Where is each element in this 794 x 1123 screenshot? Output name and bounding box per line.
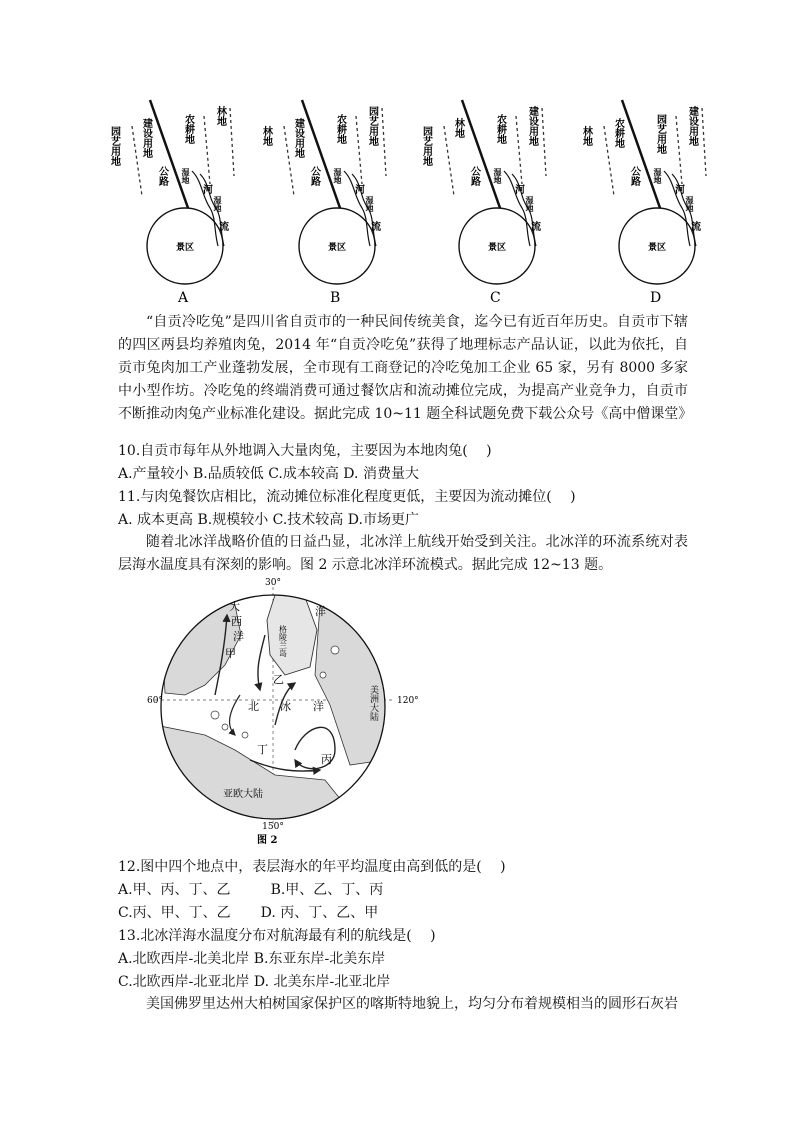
- boundary-line: [676, 116, 682, 184]
- label-eurasia: 亚欧大陆: [223, 789, 263, 800]
- passage-florida-text: 美国佛罗里达州大柏树国家保护区的喀斯特地貌上，均匀分布着规模相当的圆形石灰岩: [146, 996, 678, 1012]
- question-12-option-a: A.甲、丙、丁、乙: [118, 882, 231, 898]
- question-11-stem: 11.与肉兔餐饮店相比，流动摊位标准化程度更低，主要因为流动摊位( ): [118, 489, 576, 505]
- label-da: 大: [229, 600, 240, 613]
- label-wetland: 湿地: [493, 168, 503, 184]
- question-13-options-cd: C.北欧西岸-北亚北岸 D. 北美东岸-北亚北岸: [118, 974, 391, 990]
- question-12-option-d: D. 丙、丁、乙、甲: [260, 905, 379, 921]
- label-greenland: 格陵兰岛: [278, 625, 288, 657]
- current-barents: [230, 695, 240, 735]
- label-garden: 园艺用地: [366, 106, 378, 146]
- passage-arctic-text: 随着北冰洋战略价值的日益凸显，北冰洋上航线开始受到关注。北冰洋的环流系统对表层海水温度具有深刻的影响。图 2 示意北冰洋环流模式。据此完成 12~13 题。: [118, 534, 688, 573]
- label-yang3: 洋: [313, 700, 324, 713]
- panel-letter: A: [178, 290, 189, 306]
- current-greenland: [258, 635, 265, 690]
- label-forest: 林地: [260, 126, 272, 146]
- label-build: 建设用地: [292, 118, 304, 158]
- label-garden: 园艺用地: [654, 114, 666, 154]
- question-12-option-c: C.丙、甲、丁、乙: [118, 905, 231, 921]
- label-farm: 农耕地: [612, 118, 624, 148]
- panel-c: [421, 100, 547, 306]
- label-bei: 北: [248, 700, 259, 713]
- label-xi: 西: [231, 615, 242, 628]
- boundary-line: [382, 108, 386, 176]
- boundary-line: [702, 108, 706, 176]
- label-build: 建设用地: [140, 118, 152, 158]
- figure2-caption: 图 2: [257, 835, 278, 846]
- label-farm: 农耕地: [334, 114, 346, 144]
- label-wetland: 湿地: [653, 168, 663, 184]
- scenic-label: 景区: [648, 243, 667, 253]
- land-use-diagrams-svg: [110, 96, 710, 308]
- lat-left-label: 60°: [147, 696, 163, 706]
- passage-rabbit-text: “自贡冷吃兔”是四川省自贡市的一种民间传统美食，迄今已有近百年历史。自贡市下辖的四区两县均养殖肉兔，2014 年“自贡冷吃兔”获得了地理标志产品认证，以此为依托，自贡市兔肉加工产业蓬勃发展，全市现有工商登记的冷吃兔加工企业 65 家，另有 8000 多家中小型作坊。冷吃兔的终端消费可通过餐饮店和流动摊位完成，为提高产业竞争力，自贡市不断推动肉兔产业标准化建设。据此完成 10~11 题全科试题免费下载公众号《高中僧课堂》: [118, 314, 693, 422]
- label-wetland2: 湿地: [685, 196, 695, 212]
- question-12-options-cd: [118, 902, 688, 925]
- passage-rabbit: [118, 311, 693, 426]
- label-america: 美洲大陆: [368, 685, 378, 721]
- label-jia: 甲: [225, 647, 236, 660]
- panel-letter: C: [490, 290, 501, 306]
- land-greenland: [267, 595, 317, 675]
- boundary-line: [204, 116, 210, 184]
- label-wetland: 湿地: [181, 168, 191, 184]
- lat-bottom-label: 150°: [262, 822, 284, 832]
- label-build: 建设用地: [686, 106, 698, 146]
- scenic-label: 景区: [328, 243, 347, 253]
- lat-right-label: 120°: [397, 696, 419, 706]
- boundary-line: [230, 108, 234, 176]
- lat-top-label: 30°: [265, 578, 281, 588]
- question-12-stem: 12.图中四个地点中，表层海水的年平均温度由高到低的是( ): [118, 859, 506, 875]
- land-eurasia: [155, 725, 345, 835]
- label-river-2: 流: [216, 221, 228, 231]
- panel-d: [581, 100, 707, 306]
- arctic-map-svg: [145, 575, 419, 850]
- label-yang1: 洋: [233, 630, 244, 643]
- label-bing-ice: 冰: [280, 700, 291, 713]
- label-river-1: 河: [352, 184, 364, 194]
- label-ding: 丁: [257, 743, 268, 756]
- label-river-1: 河: [672, 184, 684, 194]
- label-river-1: 河: [200, 184, 212, 194]
- label-wetland2: 湿地: [213, 196, 223, 212]
- label-river-1: 河: [512, 184, 524, 194]
- label-wetland: 湿地: [333, 168, 343, 184]
- panel-letter: D: [650, 290, 662, 306]
- scenic-label: 景区: [176, 243, 195, 253]
- boundary-line: [356, 116, 362, 184]
- label-yang2: 洋: [315, 605, 326, 618]
- label-forest: 林地: [452, 118, 464, 138]
- land-use-diagrams: [110, 96, 710, 308]
- question-13-options-ab: A.北欧西岸-北美北岸 B.东亚东岸-北美东岸: [118, 951, 386, 967]
- question-11-options: A. 成本更高 B.规模较小 C.技术较高 D.市场更广: [118, 512, 419, 528]
- label-build: 建设用地: [526, 106, 538, 146]
- label-bing: 丙: [321, 753, 332, 766]
- label-farm: 农耕地: [182, 114, 194, 144]
- panel-a: [109, 100, 235, 306]
- passage-arctic: [118, 531, 688, 577]
- panel-b: [261, 100, 387, 306]
- questions-12-13: [118, 856, 688, 994]
- questions-10-11: [118, 440, 688, 532]
- panel-letter: B: [330, 290, 341, 306]
- label-garden: 园艺用地: [108, 126, 120, 166]
- label-road: 公路: [308, 166, 320, 186]
- label-road: 公路: [468, 166, 480, 186]
- label-forest: 林地: [580, 126, 592, 146]
- label-wetland2: 湿地: [365, 196, 375, 212]
- boundary-line: [542, 108, 546, 176]
- label-forest: 林地: [214, 106, 226, 126]
- question-13-stem: 13.北冰洋海水温度分布对航海最有利的航线是( ): [118, 928, 436, 944]
- label-river-2: 流: [368, 221, 380, 231]
- label-garden: 园艺用地: [420, 126, 432, 166]
- question-12-options-ab: [118, 879, 688, 902]
- scenic-label: 景区: [488, 243, 507, 253]
- question-10-options: A.产量较小 B.品质较低 C.成本较高 D. 消费量大: [118, 466, 419, 482]
- label-river-2: 流: [528, 221, 540, 231]
- question-10-stem: 10.自贡市每年从外地调入大量肉兔，主要因为本地肉兔( ): [118, 443, 492, 459]
- label-yi: 乙: [273, 673, 284, 686]
- boundary-line: [516, 116, 522, 184]
- passage-florida: [118, 993, 688, 1016]
- label-road: 公路: [156, 166, 168, 186]
- label-river-2: 流: [688, 221, 700, 231]
- question-12-option-b: B.甲、乙、丁、丙: [270, 882, 384, 898]
- arctic-circulation-map: [145, 575, 419, 850]
- label-farm: 农耕地: [494, 114, 506, 144]
- label-wetland2: 湿地: [525, 196, 535, 212]
- label-road: 公路: [628, 166, 640, 186]
